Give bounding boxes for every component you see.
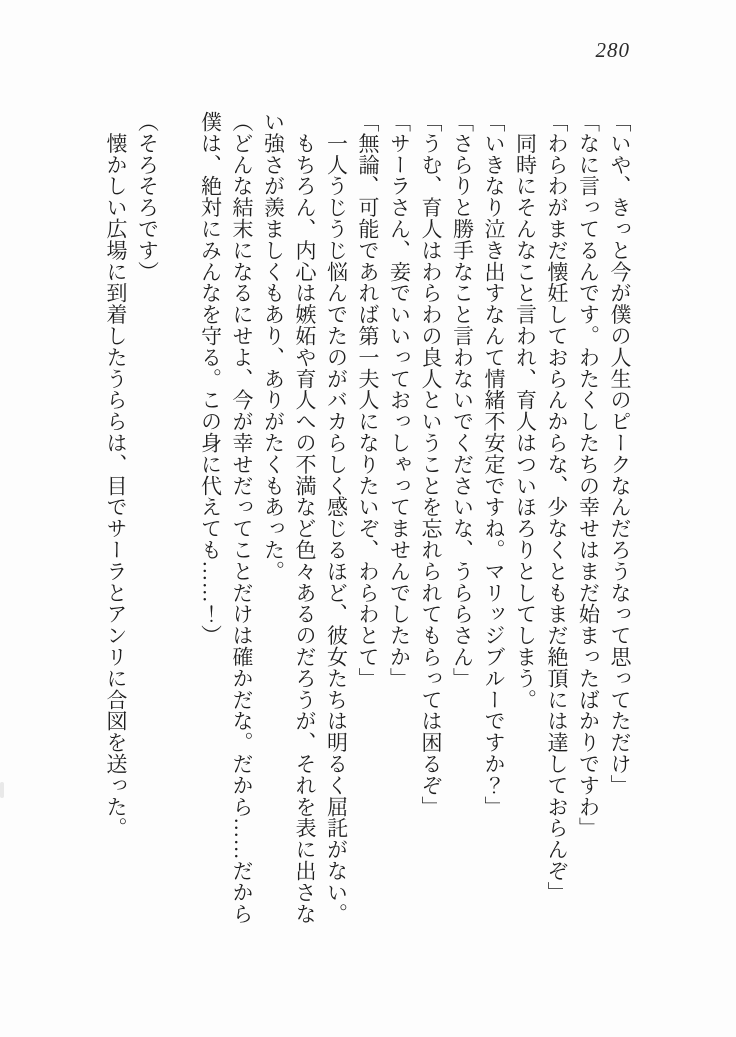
text-line: 僕は、絶対にみんなを守る。この身に代えても……！）	[198, 111, 223, 646]
text-line: 懐かしい広場に到着したうららは、目でサーラとアンリに合図を送った。	[104, 111, 128, 839]
page-number: 280	[595, 38, 630, 62]
text-line: 「いや、きっと今が僕の人生のピークなんだろうなって思ってただけ」	[608, 111, 632, 796]
text-line: 「無論、可能であれば第一夫人になりたいぞ、わらわとて」	[356, 111, 380, 689]
text-line: 「うむ、育人はわらわの良人ということを忘れられてもらっては困るぞ」	[419, 111, 443, 818]
text-line: 「いきなり泣き出すなんて情緒不安定ですね。マリッジブルーですか？」	[482, 111, 506, 818]
text-line: もちろん、内心は嫉妬や育人への不満など色々あるのだろうが、それを表に出さな	[293, 111, 317, 925]
text-line: い強さが羨ましくもあり、ありがたくもあった。	[261, 111, 286, 582]
text-line: 「なに言ってるんです。わたくしたちの幸せはまだ始まったばかりですわ」	[576, 111, 601, 839]
text-line	[163, 111, 195, 949]
text-line: 一人うじうじ悩んでたのがバカらしく感じるほど、彼女たちは明るく屈託がない。	[324, 111, 349, 925]
text-line: （どんな結末になるにせよ、今が幸せだってことだけは確かだな。だから……だから	[230, 111, 254, 925]
vertical-text-block	[100, 111, 636, 949]
text-line: 「わらわがまだ懐妊しておらんからな、少なくともまだ絶頂には達しておらんぞ」	[545, 111, 569, 903]
scan-artifact	[0, 782, 4, 798]
text-line: 「サーラさん、妾でいいっておっしゃってませんでしたか」	[387, 111, 412, 689]
text-line: （そろそろです）	[135, 111, 160, 283]
text-line: 同時にそんなこと言われ、育人はついほろりとしてしまう。	[513, 111, 538, 711]
text-line: 「さらりと勝手なこと言わないでくださいな、うららさん」	[450, 111, 475, 689]
